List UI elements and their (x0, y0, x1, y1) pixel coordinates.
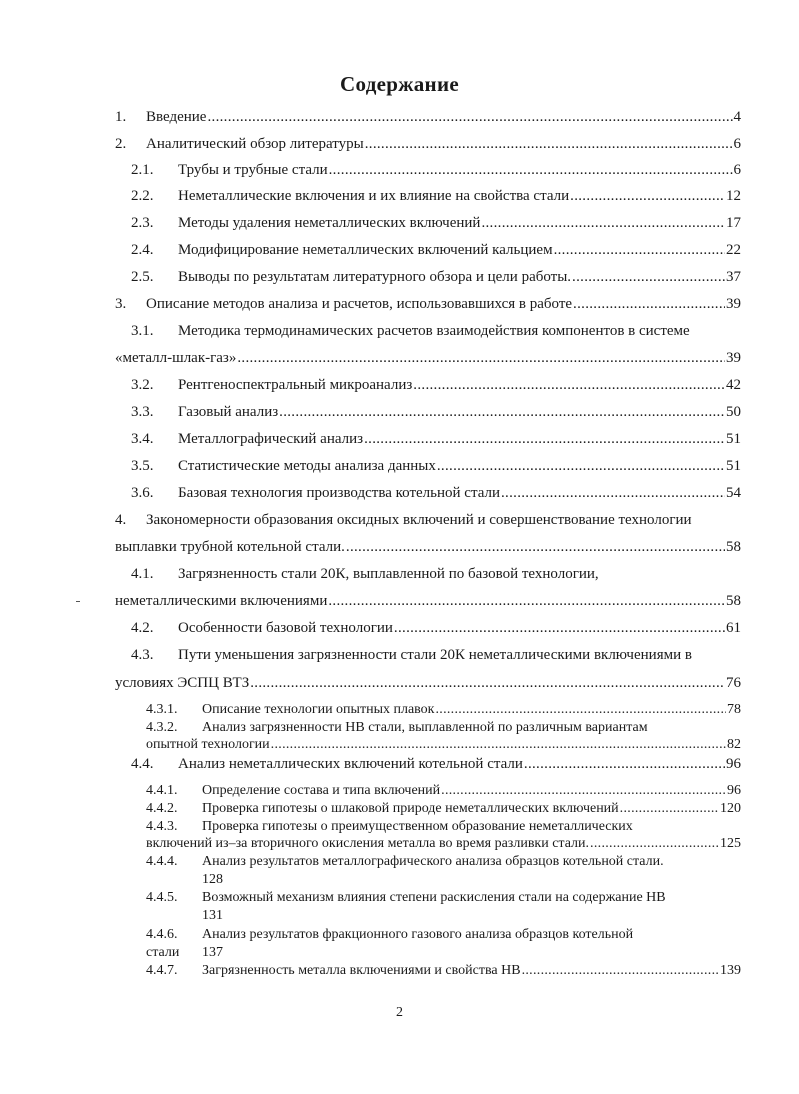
entry-number: 3.4. (131, 431, 154, 447)
dot-leader (435, 703, 726, 717)
toc-entry-2-3[interactable] (131, 216, 741, 231)
dot-leader (570, 189, 725, 204)
entry-title: Возможный механизм влияния степени раскисления стали на содержание НВ (202, 890, 666, 905)
page-title: Содержание (340, 72, 459, 96)
toc-entry-3-3[interactable] (131, 405, 741, 420)
entry-number: 3.1. (131, 323, 154, 339)
dot-leader (279, 405, 725, 420)
toc-entry-3-4[interactable] (131, 432, 741, 447)
entry-title-continued: включений из–за вторичного окисления металла во время разливки стали. (146, 836, 590, 851)
entry-page: 54 (726, 485, 741, 501)
toc-entry-4-1-line1[interactable] (131, 567, 599, 582)
entry-page: 51 (726, 431, 741, 447)
dot-leader (328, 594, 725, 609)
toc-entry-2-1[interactable] (131, 163, 741, 178)
entry-number: 3.2. (131, 377, 154, 393)
entry-page: 50 (726, 404, 741, 420)
entry-page: 22 (726, 242, 741, 258)
entry-page: 39 (726, 350, 741, 366)
entry-title-continued: «металл-шлак-газ» (115, 350, 237, 366)
dot-leader (207, 110, 732, 125)
entry-title: Аналитический обзор литературы (146, 136, 364, 152)
entry-title: Металлографический анализ (178, 431, 364, 447)
entry-number: 3.5. (131, 458, 154, 474)
entry-page: 96 (727, 783, 741, 798)
entry-number: 2.4. (131, 242, 154, 258)
toc-entry-4-4-2[interactable] (146, 802, 741, 816)
entry-page: 76 (726, 675, 741, 691)
entry-page: 58 (726, 539, 741, 555)
entry-page: 137 (202, 945, 223, 960)
entry-number: 4.4.6. (146, 927, 178, 942)
entry-page: 120 (720, 801, 741, 816)
entry-title: Базовая технология производства котельной стали (178, 485, 500, 501)
toc-entry-4-4-7[interactable] (146, 964, 741, 978)
entry-title: Статистические методы анализа данных (178, 458, 436, 474)
entry-number: 4.4.3. (146, 819, 178, 834)
entry-page: 4 (733, 109, 741, 125)
entry-title: Методы удаления неметаллических включений (178, 215, 481, 231)
entry-title: Загрязненность стали 20К, выплавленной по базовой технологии, (178, 566, 599, 582)
toc-entry-4-3-line1[interactable] (131, 648, 692, 663)
entry-title: Трубы и трубные стали (178, 162, 328, 178)
entry-title: Пути уменьшения загрязненности стали 20К неметаллическими включениями в (178, 647, 692, 663)
toc-entry-3-1-line1[interactable] (131, 324, 690, 339)
entry-number: 4.4.2. (146, 801, 178, 816)
dot-leader (590, 837, 719, 851)
entry-title: Введение (146, 109, 207, 125)
dot-leader (524, 757, 725, 772)
entry-title: Описание технологии опытных плавок (202, 702, 435, 717)
toc-entry-2-5[interactable] (131, 270, 741, 285)
entry-page: 17 (726, 215, 741, 231)
entry-number: 3. (115, 296, 127, 312)
toc-entry-2-4[interactable] (131, 243, 741, 258)
toc-entry-3[interactable] (115, 297, 741, 312)
entry-title: Анализ результатов фракционного газового анализа образцов котельной (202, 927, 634, 942)
toc-entry-3-6[interactable] (131, 486, 741, 501)
entry-title-continued: условиях ЭСПЦ ВТЗ (115, 675, 250, 691)
entry-number: 4.1. (131, 566, 154, 582)
entry-title: Проверка гипотезы о преимущественном образование неметаллических (202, 819, 633, 834)
dot-leader (365, 137, 733, 152)
entry-page: 37 (726, 269, 741, 285)
dot-leader (572, 270, 725, 285)
entry-number: 2.1. (131, 162, 154, 178)
entry-title: Анализ неметаллических включений котельной стали (178, 756, 523, 772)
toc-entry-4-4-6-line2[interactable] (146, 946, 223, 960)
entry-title: Газовый анализ (178, 404, 279, 420)
entry-title: Методика термодинамических расчетов взаимодействия компонентов в системе (178, 323, 690, 339)
dot-leader (364, 432, 725, 447)
dot-leader (620, 802, 719, 816)
toc-entry-4-4-4-page: 128 (202, 872, 223, 887)
dot-leader (413, 378, 725, 393)
entry-page: 6 (733, 162, 741, 178)
entry-number: 2.2. (131, 188, 154, 204)
entry-title: Особенности базовой технологии (178, 620, 393, 636)
entry-number: 4.4.7. (146, 963, 178, 978)
entry-number: 3.3. (131, 404, 154, 420)
toc-entry-3-1-line2[interactable] (115, 351, 741, 366)
dot-leader (250, 676, 725, 691)
entry-page: 42 (726, 377, 741, 393)
toc-entry-4-line2[interactable] (115, 540, 741, 555)
dot-leader (271, 738, 726, 752)
entry-title: Анализ загрязненности НВ стали, выплавленной по различным вариантам (202, 720, 648, 735)
entry-page: 82 (727, 737, 741, 752)
entry-page: 78 (727, 702, 741, 717)
entry-number: 4.2. (131, 620, 154, 636)
dot-leader (481, 216, 725, 231)
entry-number: 4.3.2. (146, 720, 178, 735)
entry-title: Проверка гипотезы о шлаковой природе неметаллических включений (202, 801, 619, 816)
toc-entry-4-line1[interactable] (115, 513, 692, 528)
toc-entry-4-3-line2[interactable] (115, 676, 741, 691)
dot-leader (501, 486, 725, 501)
dot-leader (237, 351, 725, 366)
entry-title-continued: стали (146, 945, 180, 960)
entry-number: 4.3.1. (146, 702, 178, 717)
dot-leader (573, 297, 725, 312)
entry-number: 4.4.1. (146, 783, 178, 798)
entry-page: 61 (726, 620, 741, 636)
toc-entry-4-4-5-page: 131 (202, 908, 223, 923)
toc-entry-4-2[interactable] (131, 621, 741, 636)
entry-page: 39 (726, 296, 741, 312)
toc-entry-4-3-2-line2[interactable] (146, 738, 741, 752)
entry-title-continued: неметаллическими включениями (115, 593, 328, 609)
entry-title-continued: выплавки трубной котельной стали. (115, 539, 345, 555)
dot-leader (394, 621, 725, 636)
page-number: 2 (396, 1005, 403, 1020)
entry-page: 96 (726, 756, 741, 772)
dot-leader (441, 784, 726, 798)
entry-title: Определение состава и типа включений (202, 783, 441, 798)
dot-leader (522, 964, 719, 978)
toc-entry-4-4-3-line2[interactable] (146, 837, 741, 851)
entry-title: Закономерности образования оксидных включений и совершенствование технологии (146, 512, 692, 528)
entry-title: Рентгеноспектральный микроанализ (178, 377, 413, 393)
entry-number: 4.4.5. (146, 890, 178, 905)
entry-number: 1. (115, 109, 127, 125)
entry-number: 4.4.4. (146, 854, 178, 869)
toc-entry-3-2[interactable] (131, 378, 741, 393)
entry-page: 6 (733, 136, 741, 152)
dot-leader (554, 243, 725, 258)
entry-number: 4.3. (131, 647, 154, 663)
toc-entry-4-3-2-line1[interactable] (146, 721, 648, 735)
entry-title: Выводы по результатам литературного обзора и цели работы. (178, 269, 572, 285)
toc-entry-2[interactable] (115, 137, 741, 152)
entry-title: Анализ результатов металлографического анализа образцов котельной стали. (202, 854, 664, 869)
dot-leader (346, 540, 725, 555)
entry-title: Неметаллические включения и их влияние на свойства стали (178, 188, 570, 204)
entry-page: 12 (726, 188, 741, 204)
entry-page: 51 (726, 458, 741, 474)
entry-title: Модифицирование неметаллических включений кальцием (178, 242, 553, 258)
toc-entry-3-5[interactable] (131, 459, 741, 474)
toc-entry-4-1-line2[interactable] (115, 594, 741, 609)
toc-entry-2-2[interactable] (131, 189, 741, 204)
entry-number: 4. (115, 512, 127, 528)
entry-title: Описание методов анализа и расчетов, использовавшихся в работе (146, 296, 573, 312)
entry-number: 2. (115, 136, 127, 152)
dot-leader (437, 459, 725, 474)
toc-entry-4-4-1[interactable] (146, 784, 741, 798)
entry-page: 139 (720, 963, 741, 978)
toc-entry-4-4-3-line1[interactable] (146, 820, 633, 834)
toc-entry-4-4-5[interactable] (146, 891, 666, 905)
scan-artifact (76, 601, 80, 602)
toc-entry-4-4[interactable] (131, 757, 741, 772)
entry-page: 58 (726, 593, 741, 609)
entry-title-continued: опытной технологии (146, 737, 270, 752)
entry-number: 2.5. (131, 269, 154, 285)
toc-entry-4-4-4[interactable] (146, 855, 664, 869)
entry-number: 3.6. (131, 485, 154, 501)
toc-entry-4-4-6-line1[interactable] (146, 928, 633, 942)
dot-leader (329, 163, 733, 178)
entry-number: 2.3. (131, 215, 154, 231)
entry-page: 125 (720, 836, 741, 851)
entry-title: Загрязненность металла включениями и свойства НВ (202, 963, 521, 978)
entry-number: 4.4. (131, 756, 154, 772)
toc-entry-1[interactable] (115, 110, 741, 125)
toc-entry-4-3-1[interactable] (146, 703, 741, 717)
